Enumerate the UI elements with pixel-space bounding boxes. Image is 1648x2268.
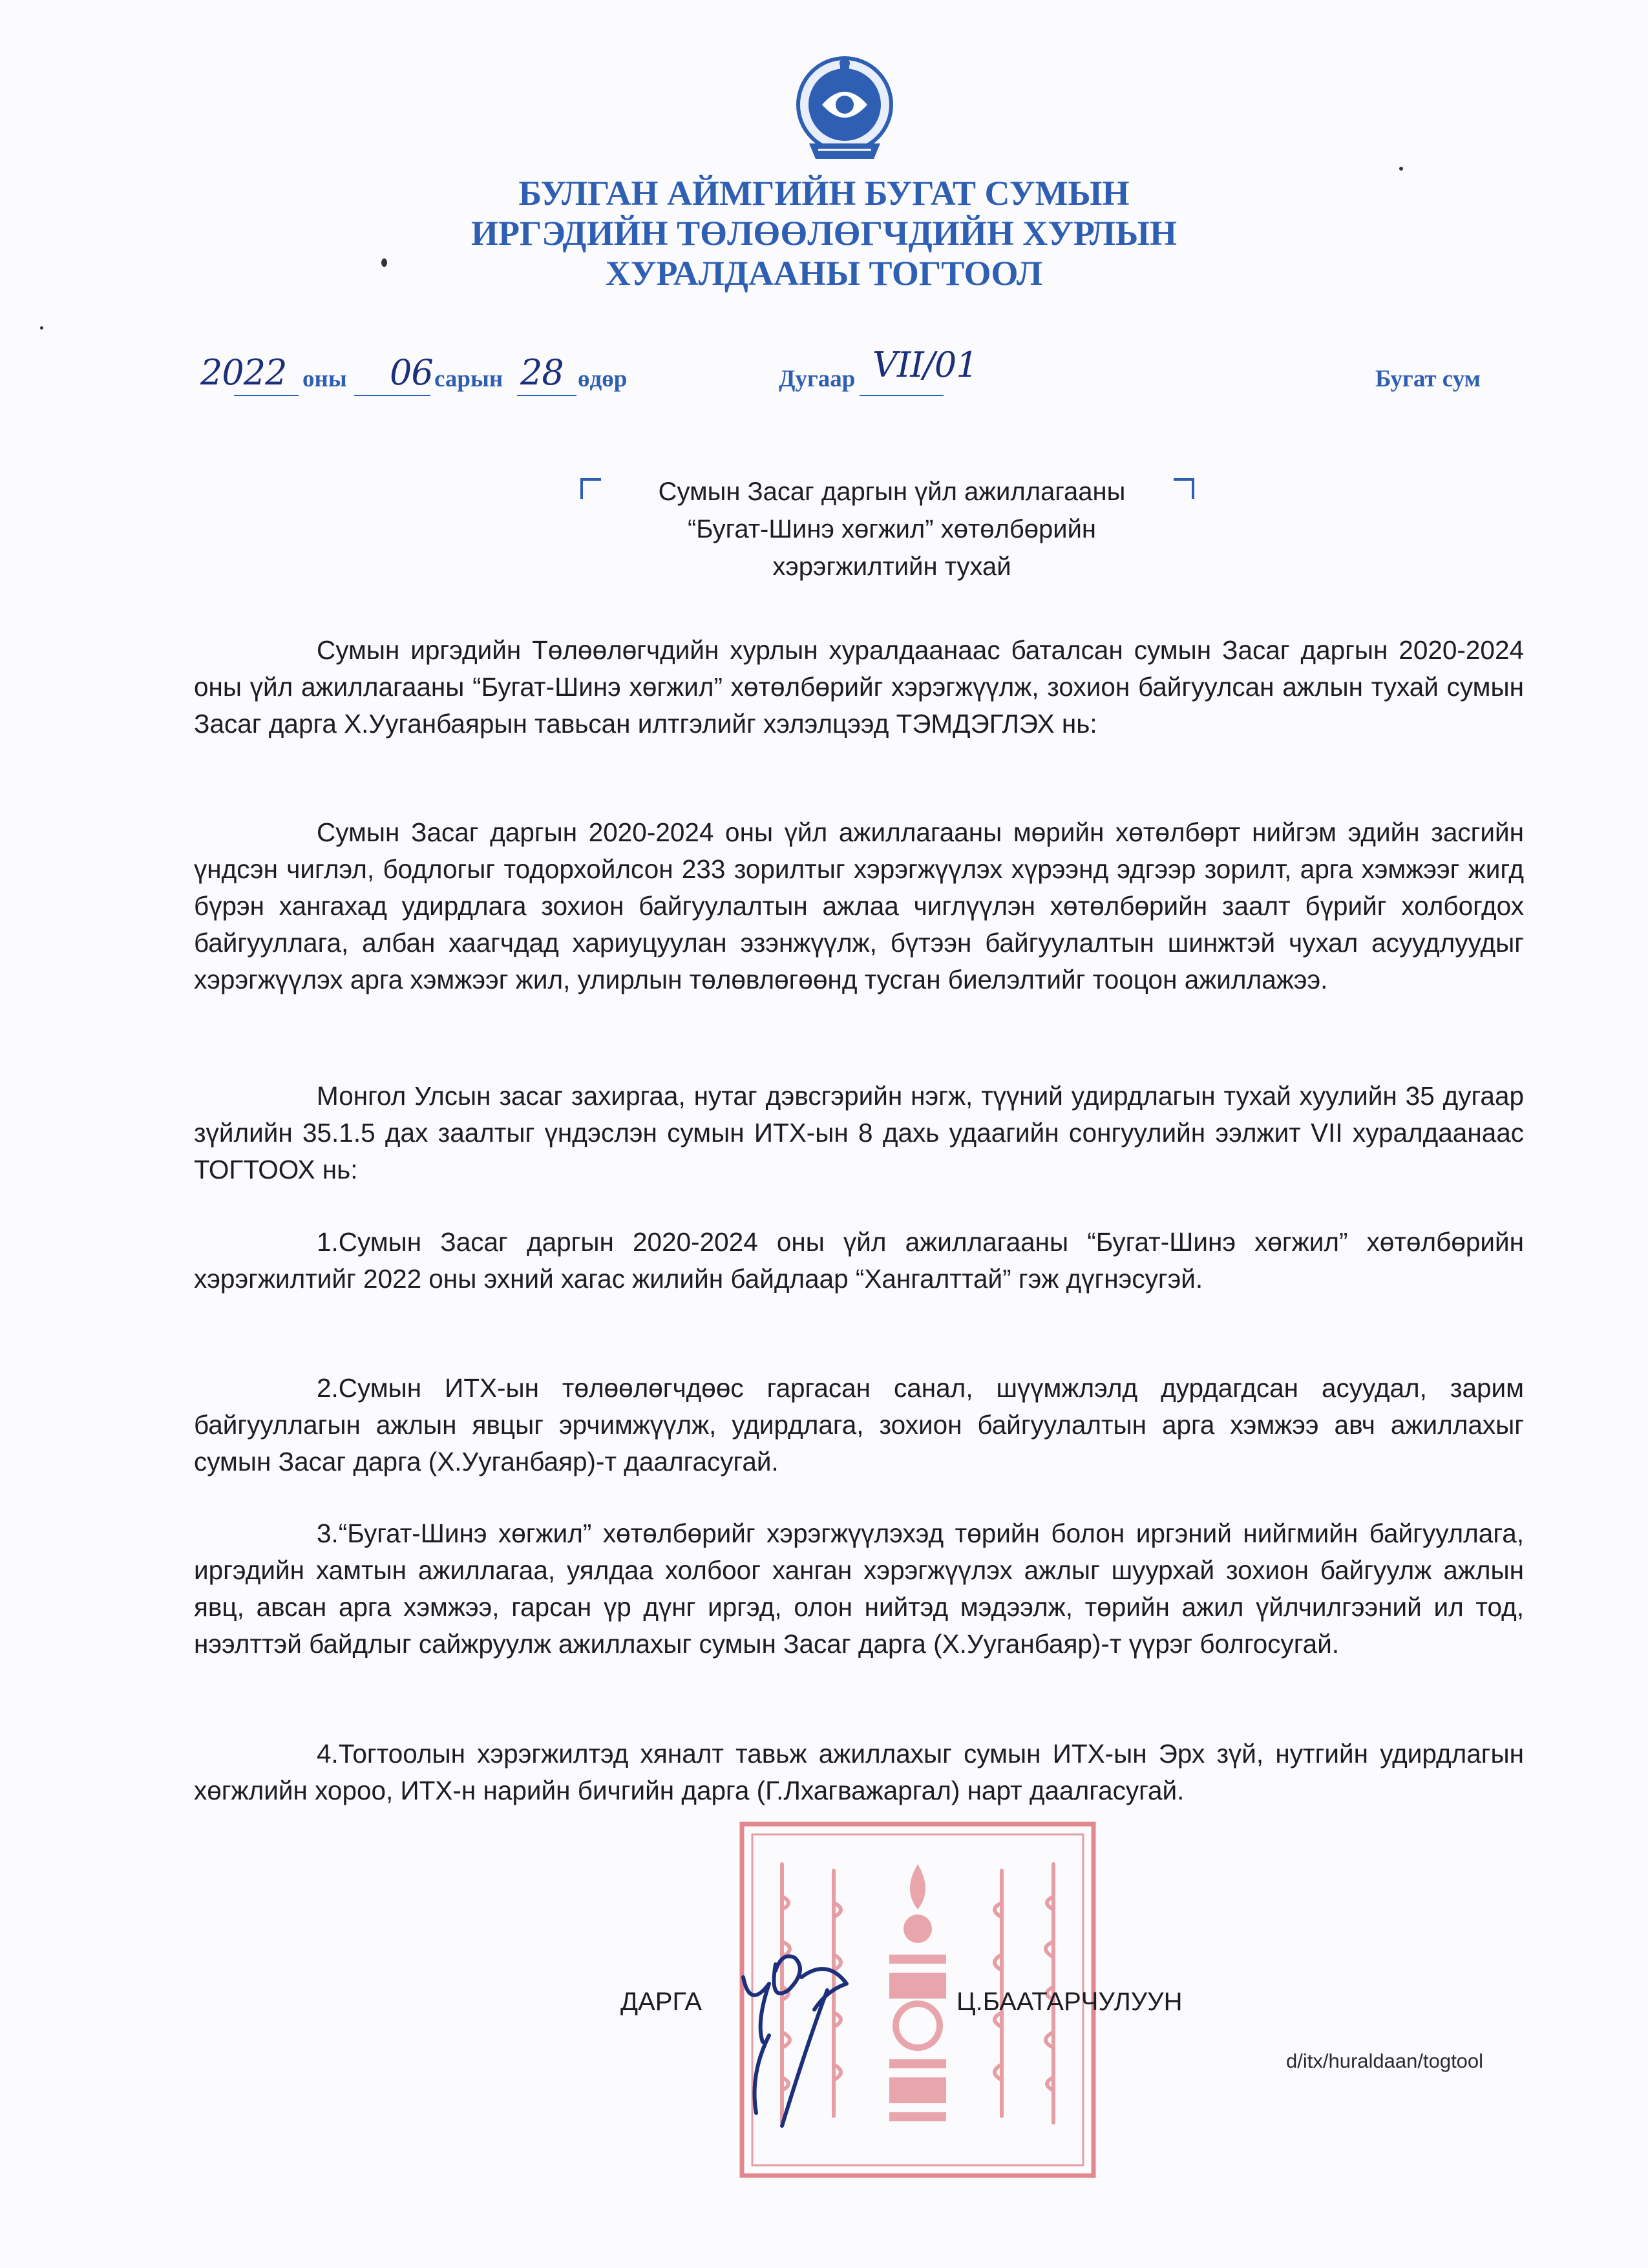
month-underline bbox=[354, 395, 430, 396]
subject-line-3: хэрэгжилтийн тухай bbox=[772, 552, 1011, 581]
paragraph-text: 4.Тогтоолын хэрэгжилтэд хяналт тавьж ажиллахыг сумын ИТХ-ын Эрх зүй, нутгийн удирдлагын хөгжлийн хороо, ИТХ-н нарийн бичгийн дарга (Г.Лхагважаргал) нарт даалгасугай. bbox=[194, 1739, 1524, 1805]
date-day: 28 bbox=[520, 352, 564, 393]
place-name: Бугат сум bbox=[1375, 366, 1481, 392]
scan-speck bbox=[1399, 167, 1403, 171]
subject-line-1: Сумын Засаг даргын үйл ажиллагааны bbox=[658, 478, 1126, 506]
resolution-item-4 bbox=[194, 1736, 1524, 1809]
date-row bbox=[194, 344, 1499, 404]
scan-speck bbox=[40, 326, 43, 330]
paragraph-background bbox=[194, 814, 1524, 998]
signatory-name: Ц.БААТАРЧУЛУУН bbox=[956, 1988, 1183, 2016]
paragraph-text: Сумын Засаг даргын 2020-2024 оны үйл ажиллагааны мөрийн хөтөлбөрт нийгэм эдийн засгийн үндсэн чиглэл, бодлогыг тодорхойлсон 233 зорилтыг хэрэгжүүлэх хүрээнд эдгээр зорилт, арга хэмжээг жигд бүрэн хангахад удирдлага зохион байгуулалтын ажлаа чиглүүлэн хөтөлбөрийн заалт бүрийг холбогдох байгууллага, албан хаагчдад хариуцуулан эзэнжүүлж, бүтээн байгуулалтын шинжтэй чухал асуудлуудыг хэрэгжүүлэх арга хэмжээг жил, улирлын төлөвлөгөөнд тусган биелэлтийг тооцон ажиллажээ. bbox=[194, 817, 1524, 994]
date-day-suffix: өдөр bbox=[578, 366, 628, 392]
date-year-suffix: оны bbox=[302, 366, 347, 392]
date-month-suffix: сарын bbox=[434, 366, 503, 392]
paragraph-text: Монгол Улсын засаг захиргаа, нутаг дэвсгэрийн нэгж, түүний удирдлагын тухай хуулийн 35 дугаар зүйлийн 35.1.5 дах заалтыг үндэслэн сумын ИТХ-ын 8 дахь удаагийн сонгуулийн ээлжит VII хуралдаанаас ТОГТООХ нь: bbox=[194, 1081, 1524, 1184]
state-emblem-icon bbox=[790, 53, 900, 169]
day-underline bbox=[517, 395, 576, 396]
document-reference: d/itx/huraldaan/togtool bbox=[1286, 2050, 1484, 2072]
date-year: 2022 bbox=[200, 352, 287, 393]
scan-speck bbox=[381, 258, 387, 267]
number-label: Дугаар bbox=[779, 366, 856, 392]
header-line-2: ИРГЭДИЙН ТӨЛӨӨЛӨГЧДИЙН ХУРЛЫН bbox=[470, 214, 1178, 253]
paragraph-preamble bbox=[194, 632, 1524, 742]
handwritten-signature bbox=[730, 1938, 879, 2132]
paragraph-text: 3.“Бугат-Шинэ хөгжил” хөтөлбөрийг хэрэгжүүлэхэд төрийн болон иргэний нийгмийн байгууллага, иргэдийн хамтын ажиллагаа, уялдаа холбоог ханган хэрэгжүүлэх ажлыг шуурхай зохион байгуулж ажлын явц, авсан арга хэмжээ, гарсан үр дүнг иргэд, олон нийтэд мэдээлж, төрийн ажил үйлчилгээний ил тод, нээлттэй байдлыг сайжруулж ажиллахыг сумын Засаг дарга (Х.Ууганбаяр)-т үүрэг болгосугай. bbox=[194, 1518, 1524, 1659]
number-underline bbox=[860, 395, 944, 396]
header-line-3: ХУРАЛДААНЫ ТОГТООЛ bbox=[605, 254, 1043, 293]
resolution-item-2 bbox=[194, 1370, 1524, 1480]
document-header bbox=[388, 173, 1260, 293]
paragraph-text: 1.Сумын Засаг даргын 2020-2024 оны үйл ажиллагааны “Бугат-Шинэ хөгжил” хөтөлбөрийн хэрэгжилтийг 2022 оны эхний хагас жилийн байдлаар “Хангалттай” гэж дүгнэсугэй. bbox=[194, 1227, 1524, 1294]
paragraph-legal-basis bbox=[194, 1078, 1524, 1188]
resolution-item-3 bbox=[194, 1515, 1524, 1663]
paragraph-text: 2.Сумын ИТХ-ын төлөөлөгчдөөс гаргасан санал, шүүмжлэлд дурдагдсан асуудал, зарим байгууллагын ажлын явцыг эрчимжүүлж, удирдлага, зохион байгуулалтын арга хэмжээ авч ажиллахыг сумын Засаг дарга (Х.Ууганбаяр)-т даалгасугай. bbox=[194, 1373, 1524, 1476]
document-subject bbox=[582, 473, 1202, 585]
year-underline bbox=[234, 395, 299, 396]
paragraph-text: Сумын иргэдийн Төлөөлөгчдийн хурлын хуралдаанаас баталсан сумын Засаг даргын 2020-2024 оны үйл ажиллагааны “Бугат-Шинэ хөгжил” хөтөлбөрийг хэрэгжүүлж, зохион байгуулсан ажлын тухай сумын Засаг дарга Х.Ууганбаярын тавьсан илтгэлийг хэлэлцээд ТЭМДЭГЛЭХ нь: bbox=[194, 635, 1524, 739]
resolution-item-1 bbox=[194, 1224, 1524, 1297]
document-number: VII/01 bbox=[872, 344, 978, 385]
subject-line-2: “Бугат-Шинэ хөгжил” хөтөлбөрийн bbox=[687, 515, 1097, 543]
signatory-title: ДАРГА bbox=[620, 1988, 703, 2016]
header-line-1: БУЛГАН АЙМГИЙН БУГАТ СУМЫН bbox=[518, 174, 1130, 213]
date-month: 06 bbox=[390, 352, 433, 393]
